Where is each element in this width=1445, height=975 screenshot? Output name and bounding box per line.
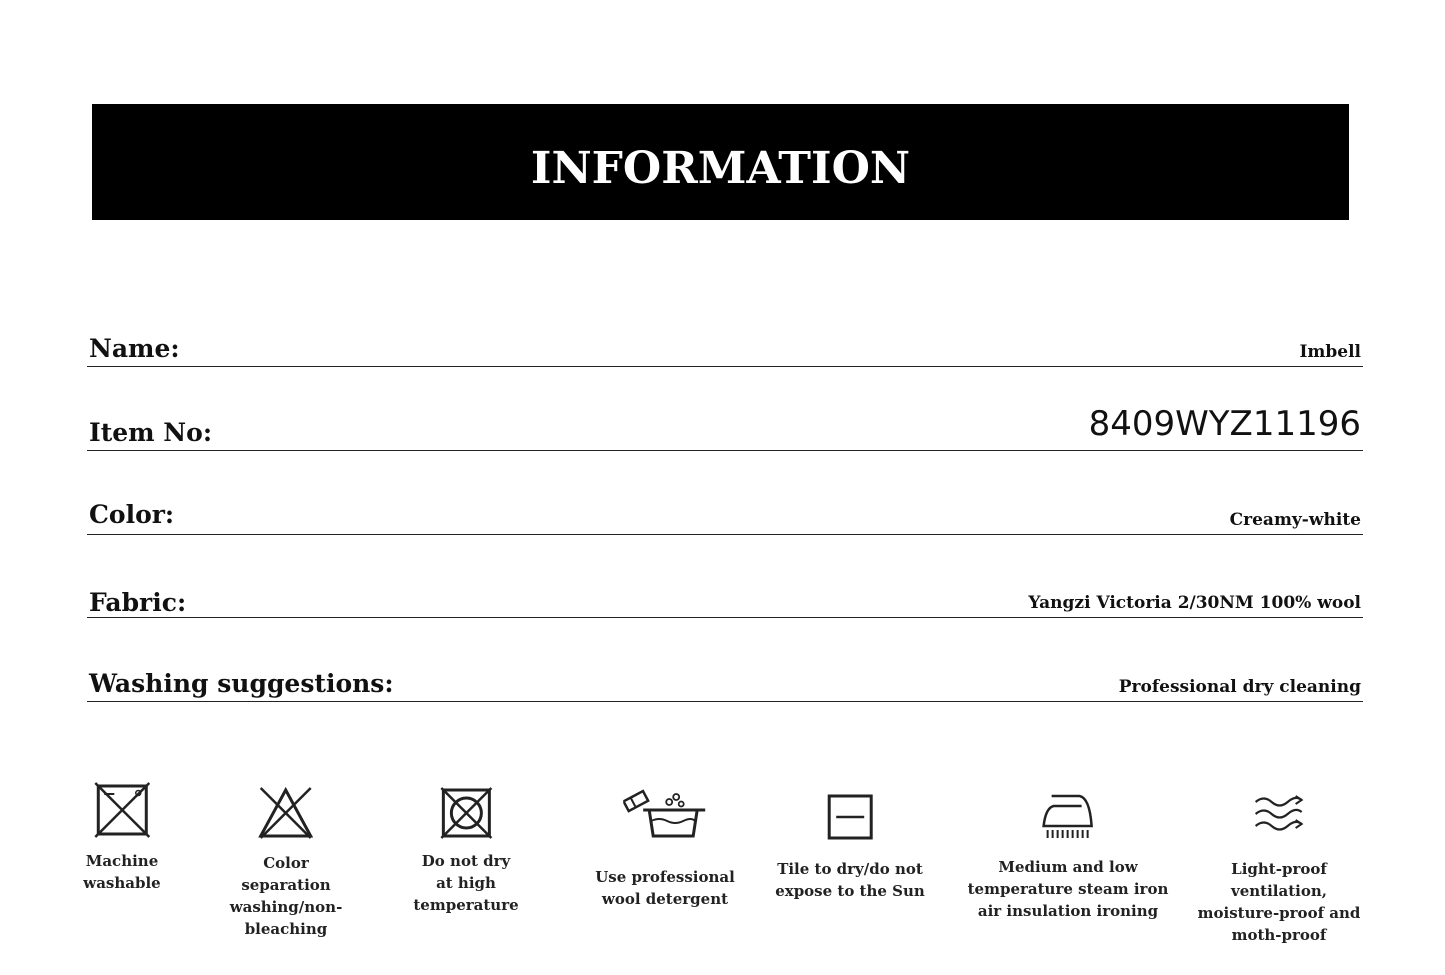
care-caption: Color separation washing/non- bleaching bbox=[229, 854, 343, 938]
care-caption: Machine washable bbox=[83, 852, 161, 892]
care-item-ventilation bbox=[1198, 792, 1361, 946]
field-row-name bbox=[87, 300, 1363, 367]
no-machine-wash-icon bbox=[92, 780, 152, 840]
dry-flat-shade-icon bbox=[825, 792, 875, 842]
ventilation-waves-icon bbox=[1252, 792, 1306, 836]
care-item-wool-detergent bbox=[595, 788, 735, 910]
care-item-no-tumble-dry bbox=[413, 786, 518, 916]
care-caption: Medium and low temperature steam iron air insulation ironing bbox=[967, 858, 1169, 920]
field-value: Yangzi Victoria 2/30NM 100% wool bbox=[1028, 593, 1361, 613]
care-caption: Use professional wool detergent bbox=[595, 868, 735, 908]
field-value: 8409WYZ11196 bbox=[1088, 404, 1361, 444]
care-item-machine-wash bbox=[83, 780, 160, 894]
care-item-dry-flat bbox=[775, 792, 925, 902]
page-title: INFORMATION bbox=[530, 142, 911, 194]
field-row-washing bbox=[87, 640, 1363, 702]
wool-detergent-icon bbox=[623, 788, 707, 844]
care-item-no-bleach bbox=[230, 784, 343, 940]
field-label: Color: bbox=[89, 500, 175, 529]
field-label: Washing suggestions: bbox=[89, 669, 394, 698]
field-label: Name: bbox=[89, 334, 180, 363]
steam-iron-icon bbox=[1040, 790, 1096, 842]
field-label: Item No: bbox=[89, 418, 213, 447]
field-label: Fabric: bbox=[89, 588, 187, 617]
no-bleach-icon bbox=[257, 784, 315, 842]
field-row-color bbox=[87, 470, 1363, 535]
field-value: Imbell bbox=[1299, 342, 1361, 362]
no-tumble-dry-icon bbox=[439, 786, 493, 840]
header-banner bbox=[92, 104, 1349, 220]
field-row-item-no bbox=[87, 385, 1363, 451]
care-caption: Tile to dry/do not expose to the Sun bbox=[775, 860, 925, 900]
care-caption: Light-proof ventilation, moisture-proof and moth-proof bbox=[1197, 860, 1361, 944]
field-value: Professional dry cleaning bbox=[1118, 677, 1361, 697]
field-row-fabric bbox=[87, 555, 1363, 618]
care-caption: Do not dry at high temperature bbox=[413, 852, 519, 914]
field-value: Creamy-white bbox=[1229, 510, 1361, 530]
care-item-steam-iron bbox=[968, 790, 1169, 922]
